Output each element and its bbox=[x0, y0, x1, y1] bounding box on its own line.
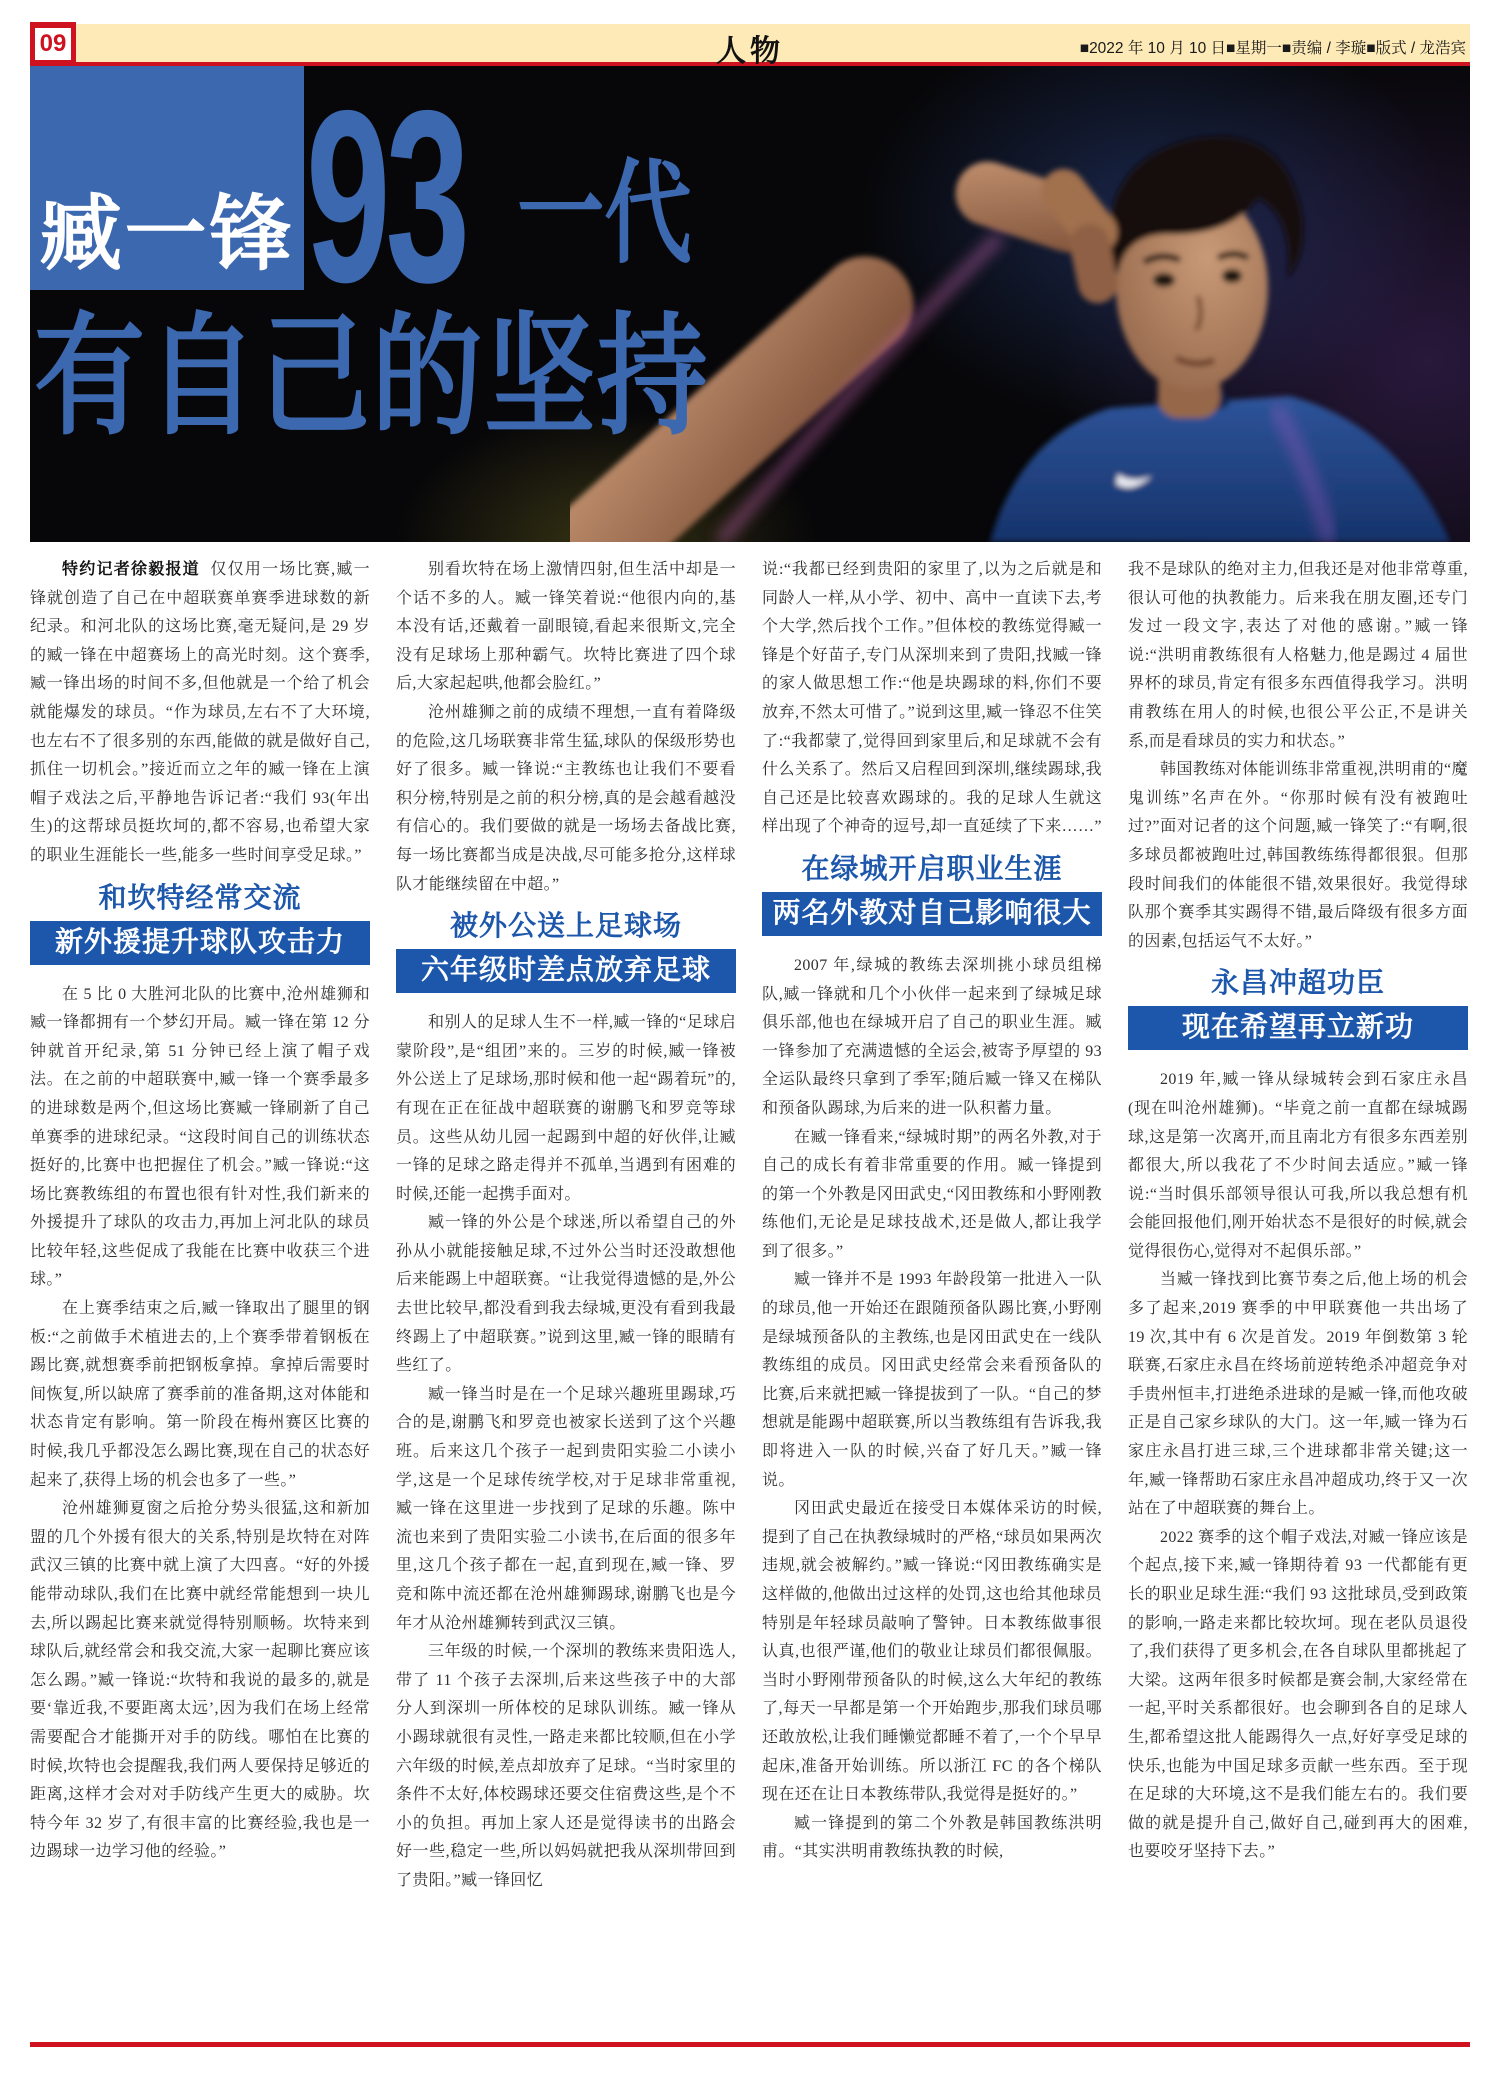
subhead-line2: 两名外教对自己影响很大 bbox=[762, 892, 1102, 936]
bottom-red-rule bbox=[30, 2042, 1470, 2047]
headline-name: 臧一锋 bbox=[39, 189, 295, 280]
lead-paragraph bbox=[30, 556, 370, 871]
paragraph: 当臧一锋找到比赛节奏之后,他上场的机会多了起来,2019 赛季的中甲联赛他一共出场了 19 次,其中有 6 次是首发。2019 年倒数第 3 轮联赛,石家庄永昌在终场前逆转绝杀冲超竞争对手贵州恒丰,打进绝杀进球的是臧一锋,而他攻破正是自己家乡球队的大门。这一年,臧一锋为石家庄永昌打进三球,三个进球都非常关键;这一年,臧一锋帮助石家庄永昌冲超成功,终于又一次站在了中超联赛的舞台上。 bbox=[1128, 1271, 1468, 1518]
subhead-greentown bbox=[762, 852, 1102, 936]
paragraph: 三年级的时候,一个深圳的教练来贵阳选人,带了 11 个孩子去深圳,后来这些孩子中的大部分人到深圳一所体校的足球队训练。臧一锋从小踢球就很有灵性,一路走来都比较顺,但在小学六年级的时候,差点却放弃了足球。“当时家里的条件不太好,体校踢球还要交住宿费这些,是个不小的负担。再加上家人还是觉得读书的出路会好一些,稳定一些,所以妈妈就把我从深圳带回到了贵阳。”臧一锋回忆 bbox=[396, 1643, 736, 1889]
paragraph: 臧一锋并不是 1993 年龄段第一批进入一队的球员,他一开始还在跟随预备队踢比赛,小野刚是绿城预备队的主教练,也是冈田武史在一线队教练组的成员。冈田武史经常会来看预备队的比赛,后来就把臧一锋提拔到了一队。“自己的梦想就是能踢中超联赛,所以当教练组有告诉我,我即将进入一队的时候,兴奋了好几天。”臧一锋说。 bbox=[762, 1271, 1102, 1489]
subhead-line1: 和坎特经常交流 bbox=[98, 881, 302, 913]
paragraph: 2019 年,臧一锋从绿城转会到石家庄永昌(现在叫沧州雄狮)。“毕竟之前一直都在绿城踢球,这是第一次离开,而且南北方有很多东西差别都很大,所以我花了不少时间去适应。”臧一锋说:“当时俱乐部领导很认可我,所以我总想有机会能回报他们,刚开始状态不是很好的时候,就会觉得很伤心,觉得对不起俱乐部。” bbox=[1128, 1071, 1468, 1260]
subhead-grandpa bbox=[396, 909, 736, 993]
paragraph: 沧州雄狮夏窗之后抢分势头很猛,这和新加盟的几个外援有很大的关系,特别是坎特在对阵武汉三镇的比赛中就上演了大四喜。“好的外援能带动球队,我们在比赛中就经常能想到一块儿去,所以踢起比赛来就觉得特别顺畅。坎特来到球队后,就经常会和我交流,大家一起聊比赛应该怎么踢。”臧一锋说:“坎特和我说的最多的,就是要‘靠近我,不要距离太远’,因为我们在场上经常需要配合才能撕开对手的防线。哪怕在比赛的时候,坎特也会提醒我,我们两人要保持足够近的距离,这样才会对对手防线产生更大的威胁。坎特今年 32 岁了,有很丰富的比赛经验,我也是一边踢球一边学习他的经验。” bbox=[30, 1500, 370, 1861]
headline-93: 93 bbox=[306, 66, 466, 333]
subhead-kante bbox=[30, 881, 370, 965]
paragraph-continued: 我不是球队的绝对主力,但我还是对他非常尊重,很认可他的执教能力。后来我在朋友圈,还专门发过一段文字,表达了对他的感谢。”臧一锋说:“洪明甫教练很有人格魅力,他是踢过 4 届世界杯的球员,肯定有很多东西值得我学习。洪明甫教练在用人的时候,也很公平公正,不是讲关系,而是看球员的实力和状态。” bbox=[1128, 561, 1468, 750]
subhead-line1: 在绿城开启职业生涯 bbox=[801, 852, 1063, 884]
subhead-line2: 新外援提升球队攻击力 bbox=[30, 921, 370, 965]
paragraph: 在上赛季结束之后,臧一锋取出了腿里的钢板:“之前做手术植进去的,上个赛季带着钢板在踢比赛,就想赛季前把钢板拿掉。拿掉后需要时间恢复,所以缺席了赛季前的准备期,这对体能和状态肯定有影响。第一阶段在梅州赛区比赛的时候,我几乎都没怎么踢比赛,现在自己的状态好起来了,获得上场的机会也多了一些。” bbox=[30, 1300, 370, 1489]
hero-banner bbox=[30, 66, 1470, 542]
paragraph: 在臧一锋看来,“绿城时期”的两名外教,对于自己的成长有着非常重要的作用。臧一锋提到的第一个外教是冈田武史,“冈田教练和小野刚教练他们,无论是足球技战术,还是做人,都让我学到了很多。” bbox=[762, 1128, 1102, 1260]
article-body bbox=[30, 556, 1470, 2040]
paragraph: 2007 年,绿城的教练去深圳挑小球员组梯队,臧一锋就和几个小伙伴一起来到了绿城足球俱乐部,他也在绿城开启了自己的职业生涯。臧一锋参加了充满遗憾的全运会,被寄予厚望的 93 全运队最终只拿到了季军;随后臧一锋又在梯队和预备队踢球,为后来的进一队积蓄力量。 bbox=[762, 956, 1102, 1117]
subhead-line2: 六年级时差点放弃足球 bbox=[396, 949, 736, 993]
subhead-line2: 现在希望再立新功 bbox=[1128, 1006, 1468, 1050]
column-2 bbox=[396, 556, 736, 2040]
headline-line2: 有自己的坚持 bbox=[34, 304, 710, 451]
paragraph: 沧州雄狮之前的成绩不理想,一直有着降级的危险,这几场联赛非常生猛,球队的保级形势也好了很多。臧一锋说:“主教练也让我们不要看积分榜,特别是之前的积分榜,真的是会越看越没有信心的。我们要做的就是一场场去备战比赛,每一场比赛都当成是决战,尽可能多抢分,这样球队才能继续留在中超。” bbox=[396, 703, 736, 893]
paragraph: 冈田武史最近在接受日本媒体采访的时候,提到了自己在执教绿城时的严格,“球员如果两次违规,就会被解约。”臧一锋说:“冈田教练确实是这样做的,他做出过这样的处罚,这也给其他球员特别是年轻球员敲响了警钟。日本教练做事很认真,也很严谨,他们的敬业让球员们都很佩服。当时小野刚带预备队的时候,这么大年纪的教练了,每天一早都是第一个开始跑步,那我们球员哪还敢放松,让我们睡懒觉都睡不着了,一个个早早起床,准备开始训练。所以浙江 FC 的各个梯队现在还在让日本教练带队,我觉得是挺好的。” bbox=[762, 1500, 1102, 1804]
subhead-line1: 被外公送上足球场 bbox=[449, 910, 682, 942]
headline-generation: 一代 bbox=[517, 151, 692, 276]
paragraph: 臧一锋提到的第二个外教是韩国教练洪明甫。“其实洪明甫教练执教的时候, bbox=[762, 1814, 1102, 1861]
paragraph: 别看坎特在场上激情四射,但生活中却是一个话不多的人。臧一锋笑着说:“他很内向的,基本没有话,还戴着一副眼镜,看起来很斯文,完全没有足球场上那种霸气。坎特比赛进了四个球后,大家起起哄,他都会脸红。” bbox=[396, 561, 736, 693]
paragraph: 韩国教练对体能训练非常重视,洪明甫的“魔鬼训练”名声在外。“你那时候有没有被跑吐过?”面对记者的这个问题,臧一锋笑了:“有啊,很多球员都被跑吐过,韩国教练练得都很狠。但那段时间我们的体能很不错,效果很好。我觉得球队那个赛季其实踢得不错,最后降级有很多方面的因素,包括运气不太好。” bbox=[1128, 761, 1468, 950]
page-number: 09 bbox=[35, 28, 72, 60]
page-number-badge bbox=[30, 22, 76, 66]
column-1 bbox=[30, 556, 370, 2040]
paragraph: 2022 赛季的这个帽子戏法,对臧一锋应该是个起点,接下来,臧一锋期待着 93 一代都能有更长的职业足球生涯:“我们 93 这批球员,受到政策的影响,一路走来都比较坎坷。现在老队员退役了,我们获得了更多机会,在各自球队里都挑起了大梁。这两年很多时候都是赛会制,大家经常在一起,平时关系都很好。也会聊到各自的足球人生,都希望这批人能踢得久一点,好好享受足球的快乐,也能为中国足球多贡献一些东西。至于现在足球的大环境,这不是我们能左右的。我们要做的就是提升自己,做好自己,碰到再大的困难,也要咬牙坚持下去。” bbox=[1128, 1528, 1468, 1861]
column-3 bbox=[762, 556, 1102, 2040]
subhead-line1: 永昌冲超功臣 bbox=[1210, 967, 1385, 999]
paragraph: 臧一锋的外公是个球迷,所以希望自己的外孙从小就能接触足球,不过外公当时还没敢想他后来能踢上中超联赛。“让我觉得遗憾的是,外公去世比较早,都没看到我去绿城,更没有看到我最终踢上了中超联赛。”说到这里,臧一锋的眼睛有些红了。 bbox=[396, 1214, 736, 1375]
headline-name-box bbox=[30, 66, 304, 290]
paragraph: 臧一锋当时是在一个足球兴趣班里踢球,巧合的是,谢鹏飞和罗竞也被家长送到了这个兴趣班。后来这几个孩子一起到贵阳实验二小读小学,这是一个足球传统学校,对于足球非常重视,臧一锋在这里进一步找到了足球的乐趣。陈中流也来到了贵阳实验二小读书,在后面的很多年里,这几个孩子都在一起,直到现在,臧一锋、罗竞和陈中流还都在沧州雄狮踢球,谢鹏飞也是今年才从沧州雄狮转到武汉三镇。 bbox=[396, 1385, 736, 1632]
column-4 bbox=[1128, 556, 1468, 2040]
dateline: ■2022 年 10 月 10 日■星期一■责编 / 李璇■版式 / 龙浩宾 bbox=[1079, 40, 1466, 57]
section-title: 人物 bbox=[716, 35, 784, 68]
paragraph-continued: 说:“我都已经到贵阳的家里了,以为之后就是和同龄人一样,从小学、初中、高中一直读下去,考个大学,然后找个工作。”但体校的教练觉得臧一锋是个好苗子,专门从深圳来到了贵阳,找臧一锋的家人做思想工作:“他是块踢球的料,你们不要放弃,不然太可惜了。”说到这里,臧一锋忍不住笑了:“我都蒙了,觉得回到家里后,和足球就不会有什么关系了。然后又启程回到深圳,继续踢球,我自己还是比较喜欢踢球的。我的足球人生就这样出现了个神奇的逗号,却一直延续了下来……” bbox=[762, 561, 1102, 836]
lead-text: 仅仅用一场比赛,臧一锋就创造了自己在中超联赛单赛季进球数的新纪录。和河北队的这场比赛,毫无疑问,是 29 岁的臧一锋在中超赛场上的高光时刻。这个赛季,臧一锋出场的时间不多,但他就是一个给了机会就能爆发的球员。“作为球员,左右不了大环境,也左右不了很多别的东西,能做的就是做好自己,抓住一切机会。”接近而立之年的臧一锋在上演帽子戏法之后,平静地告诉记者:“我们 93(年出生)的这帮球员挺坎坷的,都不容易,也希望大家的职业生涯能长一些,能多一些时间享受足球。” bbox=[30, 561, 370, 864]
paragraph: 在 5 比 0 大胜河北队的比赛中,沧州雄狮和臧一锋都拥有一个梦幻开局。臧一锋在第 12 分钟就首开纪录,第 51 分钟已经上演了帽子戏法。在之前的中超联赛中,臧一锋一个赛季最多的进球数是两个,但这场比赛臧一锋刷新了自己单赛季的进球纪录。“这段时间自己的训练状态挺好的,比赛中也把握住了机会。”臧一锋说:“这场比赛教练组的布置也很有针对性,我们新来的外援提升了球队的攻击力,再加上河北队的球员比较年轻,这些促成了我能在比赛中收获三个进球。” bbox=[30, 985, 370, 1289]
reporter-byline: 特约记者徐毅报道 bbox=[62, 561, 200, 578]
subhead-yongchang bbox=[1128, 966, 1468, 1050]
paragraph: 和别人的足球人生不一样,臧一锋的“足球启蒙阶段”,是“组团”来的。三岁的时候,臧一锋被外公送上了足球场,那时候和他一起“踢着玩”的,有现在正在征战中超联赛的谢鹏飞和罗竞等球员。这些从幼儿园一起踢到中超的好伙伴,让臧一锋的足球之路走得并不孤单,当遇到有困难的时候,还能一起携手面对。 bbox=[396, 1014, 736, 1203]
